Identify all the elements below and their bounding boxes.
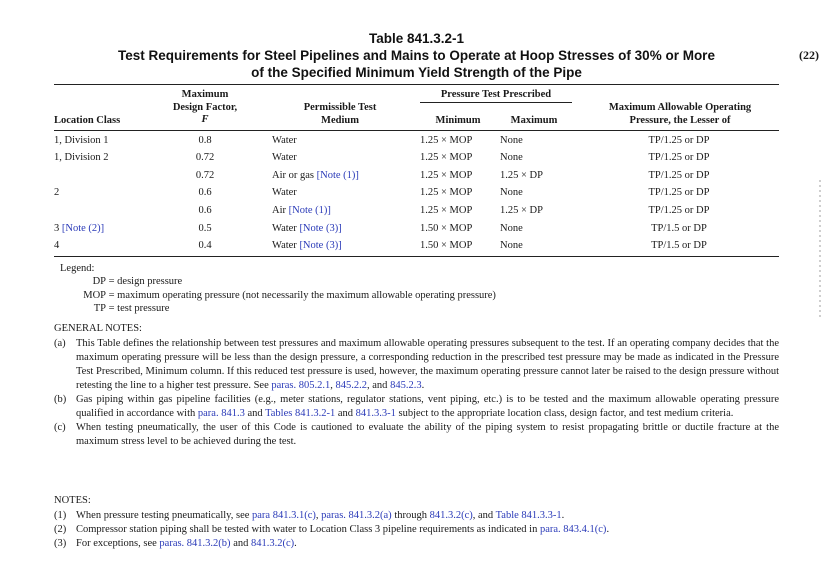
table-bottom-rule bbox=[54, 256, 779, 257]
general-notes-title: GENERAL NOTES: bbox=[54, 323, 142, 334]
cell-design-factor: 0.4 bbox=[198, 240, 212, 251]
scrollbar-track[interactable] bbox=[819, 180, 821, 320]
cell-minimum: 1.25 × MOP bbox=[420, 135, 473, 146]
para-link[interactable]: 841.3.2(c) bbox=[429, 510, 473, 521]
cell-maximum: None bbox=[500, 240, 523, 251]
para-link[interactable]: paras. 841.3.2(a) bbox=[321, 510, 392, 521]
cell-design-factor: 0.72 bbox=[195, 170, 215, 181]
cell-design-factor: 0.6 bbox=[198, 205, 212, 216]
table-link[interactable]: Table 841.3.3-1 bbox=[495, 510, 562, 521]
notes bbox=[54, 494, 779, 551]
cell-design-factor: 0.5 bbox=[198, 223, 212, 234]
cell-maximum: None bbox=[500, 152, 523, 163]
cell-maximum: 1.25 × DP bbox=[500, 170, 543, 181]
cell-location: 1, Division 2 bbox=[54, 152, 109, 163]
cell-test-medium: Water [Note (3)] bbox=[272, 240, 342, 251]
cell-design-factor: 0.8 bbox=[198, 135, 212, 146]
para-link[interactable]: para 841.3.1(c) bbox=[252, 510, 316, 521]
cell-allowable: TP/1.5 or DP bbox=[651, 223, 707, 234]
note-link[interactable]: [Note (3)] bbox=[299, 223, 342, 234]
note-2: (2) Compressor station piping shall be tested with water to Location Class 3 pipeline requirements as indicated in para. 843.4.1(c). bbox=[54, 524, 610, 535]
para-link[interactable]: 841.3.2(c) bbox=[250, 538, 295, 549]
table-top-rule bbox=[54, 84, 779, 85]
cell-test-medium: Water bbox=[272, 152, 297, 163]
cell-minimum: 1.50 × MOP bbox=[420, 223, 473, 234]
cell-allowable: TP/1.25 or DP bbox=[648, 135, 710, 146]
cell-allowable: TP/1.25 or DP bbox=[648, 205, 710, 216]
general-note-b: (b) Gas piping within gas pipeline facilities (e.g., meter stations, regulator stations, vent piping, etc.) is to be tested and the maximum allowable operating pressure qualified in accordance with para. 841.3 and Tables 841.3.2-1 and 841.3.3-1 subject to the appropriate location class, design factor, and test medium criteria. bbox=[54, 394, 779, 419]
col-header-allowable: Maximum Allowable Operating Pressure, the Lesser of bbox=[608, 102, 752, 126]
cell-maximum: 1.25 × DP bbox=[500, 205, 543, 216]
cell-design-factor: 0.72 bbox=[195, 152, 215, 163]
legend-item: TP = test pressure bbox=[93, 302, 170, 314]
table-title-line1: Test Requirements for Steel Pipelines and Mains to Operate at Hoop Stresses of 30% or More bbox=[118, 48, 715, 63]
cell-maximum: None bbox=[500, 135, 523, 146]
general-note-c: (c) When testing pneumatically, the user of this Code is cautioned to evaluate the ability of the piping system to resist propagating brittle or ductile fracture at the maximum stress level to be achieved during the test. bbox=[54, 422, 779, 447]
cell-test-medium: Air or gas [Note (1)] bbox=[272, 170, 359, 181]
cell-minimum: 1.50 × MOP bbox=[420, 240, 473, 251]
general-note-a: (a) This Table defines the relationship between test pressures and maximum allowable operating pressures subsequent to the test. If an operating company decides that the maximum operating pressure will be less than the design pressure, a corresponding reduction in the prescribed test pressure may be made as indicated in the Pressure Test Prescribed, Minimum column. If this reduced test pressure is used, however, the maximum operating pressure cannot later be raised to the design pressure without retesting the line to a higher test pressure. See paras. 805.2.1, 845.2.2, and 845.2.3. bbox=[54, 338, 779, 391]
para-link[interactable]: 845.2.3 bbox=[390, 380, 422, 391]
cell-test-medium: Water [Note (3)] bbox=[272, 223, 342, 234]
para-link[interactable]: paras. 841.3.2(b) bbox=[159, 538, 231, 549]
note-link[interactable]: [Note (3)] bbox=[299, 240, 342, 251]
col-group-header: Pressure Test Prescribed bbox=[440, 89, 552, 100]
note-link[interactable]: [Note (1)] bbox=[316, 170, 359, 181]
legend-title: Legend: bbox=[60, 263, 95, 274]
cell-minimum: 1.25 × MOP bbox=[420, 205, 473, 216]
legend bbox=[60, 262, 496, 315]
cell-location: 1, Division 1 bbox=[54, 135, 109, 146]
group-header-rule bbox=[420, 102, 572, 103]
note-link[interactable]: [Note (2)] bbox=[61, 223, 105, 234]
legend-item: DP = design pressure bbox=[92, 276, 183, 288]
note-1: (1) When pressure testing pneumatically, see para 841.3.1(c), paras. 841.3.2(a) through 841.3.2(c), and Table 841.3.3-1. bbox=[54, 510, 565, 521]
general-notes bbox=[54, 322, 779, 449]
cell-allowable: TP/1.5 or DP bbox=[651, 240, 707, 251]
cell-location: 4 bbox=[54, 240, 60, 251]
cell-minimum: 1.25 × MOP bbox=[420, 152, 473, 163]
cell-design-factor: 0.6 bbox=[198, 187, 212, 198]
para-link[interactable]: 845.2.2 bbox=[335, 380, 368, 391]
col-header-maximum: Maximum bbox=[510, 115, 558, 126]
table-link[interactable]: Tables 841.3.2-1 bbox=[265, 408, 336, 419]
note-link[interactable]: [Note (1)] bbox=[288, 205, 331, 216]
table-title-line2: of the Specified Minimum Yield Strength of the Pipe bbox=[251, 65, 582, 80]
cell-location: 2 bbox=[54, 187, 60, 198]
cell-allowable: TP/1.25 or DP bbox=[648, 170, 710, 181]
note-3: (3) For exceptions, see paras. 841.3.2(b) and 841.3.2(c). bbox=[54, 538, 297, 549]
cell-test-medium: Water bbox=[272, 187, 297, 198]
para-link[interactable]: paras. 805.2.1 bbox=[271, 380, 331, 391]
col-header-test-medium: Permissible Test Medium bbox=[303, 102, 377, 126]
col-header-location: Location Class bbox=[54, 115, 121, 126]
table-link[interactable]: 841.3.3-1 bbox=[355, 408, 396, 419]
col-header-design-factor: Maximum Design Factor, F bbox=[172, 89, 238, 125]
cell-minimum: 1.25 × MOP bbox=[420, 170, 473, 181]
cell-test-medium: Air [Note (1)] bbox=[272, 205, 331, 216]
legend-item: MOP = maximum operating pressure (not necessarily the maximum allowable operating pressure) bbox=[83, 289, 496, 301]
table-title bbox=[0, 30, 833, 81]
cell-allowable: TP/1.25 or DP bbox=[648, 152, 710, 163]
notes-title: NOTES: bbox=[54, 495, 91, 506]
cell-maximum: None bbox=[500, 187, 523, 198]
cell-allowable: TP/1.25 or DP bbox=[648, 187, 710, 198]
cell-maximum: None bbox=[500, 223, 523, 234]
table-number: Table 841.3.2-1 bbox=[368, 31, 465, 46]
edition-marker: (22) bbox=[799, 48, 819, 62]
para-link[interactable]: para. 841.3 bbox=[197, 408, 245, 419]
para-link[interactable]: para. 843.4.1(c) bbox=[539, 524, 607, 535]
cell-location: 3 [Note (2)] bbox=[54, 223, 105, 234]
cell-minimum: 1.25 × MOP bbox=[420, 187, 473, 198]
col-header-minimum: Minimum bbox=[435, 115, 481, 126]
cell-test-medium: Water bbox=[272, 135, 297, 146]
header-bottom-rule bbox=[54, 130, 779, 131]
